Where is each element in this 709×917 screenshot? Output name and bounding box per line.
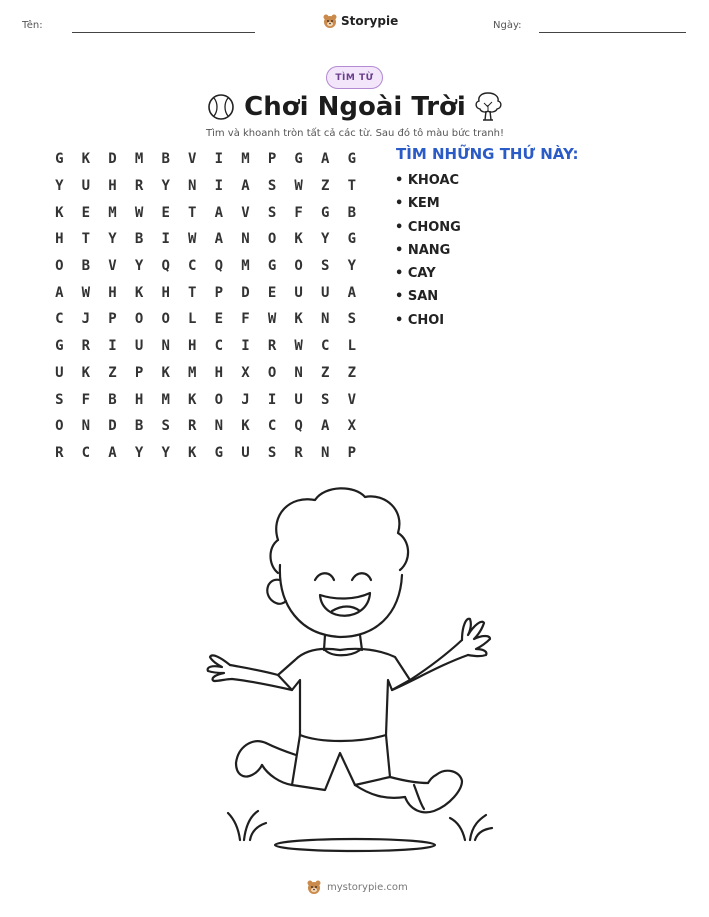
grid-letter[interactable]: S xyxy=(347,311,357,328)
grid-letter[interactable]: C xyxy=(267,418,277,435)
grid-letter[interactable]: O xyxy=(294,258,303,275)
grid-letter[interactable]: Z xyxy=(347,364,357,381)
grid-letter[interactable]: F xyxy=(241,311,250,328)
word-list-item: • NANG xyxy=(395,242,451,258)
word-list-item: • KHOAC xyxy=(395,173,460,188)
grid-letter[interactable]: P xyxy=(108,311,117,328)
grid-letter[interactable]: A xyxy=(214,204,224,221)
grid-letter[interactable]: Y xyxy=(134,258,144,275)
grid-letter[interactable]: W xyxy=(294,338,303,355)
grid-letter[interactable]: W xyxy=(294,178,303,195)
grid-letter[interactable]: K xyxy=(81,151,91,168)
grid-letter[interactable]: Y xyxy=(55,178,64,195)
grid-letter[interactable]: G xyxy=(294,151,303,168)
grid-letter[interactable]: A xyxy=(321,418,330,435)
grid-letter[interactable]: K xyxy=(55,204,64,221)
grid-letter[interactable]: O xyxy=(267,231,277,248)
grid-letter[interactable]: T xyxy=(188,204,197,221)
grid-letter[interactable]: I xyxy=(214,151,224,168)
grid-letter[interactable]: N xyxy=(321,444,330,461)
grid-letter[interactable]: I xyxy=(161,231,170,248)
word-list-item: • CHOI xyxy=(395,312,445,328)
grid-letter[interactable]: G xyxy=(347,231,357,248)
grid-letter[interactable]: K xyxy=(161,364,170,381)
grid-letter[interactable]: A xyxy=(108,444,117,461)
grid-letter[interactable]: N xyxy=(214,418,224,435)
grid-letter[interactable]: G xyxy=(321,204,330,221)
grid-letter[interactable]: C xyxy=(81,444,91,461)
grid-letter[interactable]: V xyxy=(241,204,250,221)
grid-letter[interactable]: N xyxy=(294,364,303,381)
coloring-illustration[interactable] xyxy=(200,485,510,855)
grid-letter[interactable]: W xyxy=(81,284,91,301)
grid-letter[interactable]: N xyxy=(321,311,330,328)
grid-letter[interactable]: S xyxy=(161,418,170,435)
grid-letter[interactable]: B xyxy=(108,391,117,408)
word-list-item: • SAN xyxy=(395,289,439,305)
grid-letter[interactable]: B xyxy=(81,258,91,275)
grid-letter[interactable]: O xyxy=(161,311,170,328)
grid-letter[interactable]: W xyxy=(134,204,144,221)
grid-letter[interactable]: O xyxy=(55,418,64,435)
grid-letter[interactable]: R xyxy=(188,418,197,435)
grid-letter[interactable]: D xyxy=(108,151,117,168)
grid-letter[interactable]: B xyxy=(161,151,170,168)
bear-logo-icon xyxy=(306,879,322,895)
grid-letter[interactable]: H xyxy=(161,284,170,301)
grid-letter[interactable]: E xyxy=(267,284,277,301)
bear-logo-icon xyxy=(322,13,338,29)
grid-letter[interactable]: A xyxy=(347,284,357,301)
grid-letter[interactable]: N xyxy=(188,178,197,195)
grid-letter[interactable]: L xyxy=(347,338,357,355)
grid-letter[interactable]: G xyxy=(214,444,224,461)
grid-letter[interactable]: Q xyxy=(214,258,224,275)
grid-letter[interactable]: U xyxy=(294,284,303,301)
grid-letter[interactable]: N xyxy=(81,418,91,435)
grid-letter[interactable]: Z xyxy=(321,178,330,195)
grid-letter[interactable]: H xyxy=(214,364,224,381)
grid-letter[interactable]: Y xyxy=(134,444,144,461)
word-list-item: • KEM xyxy=(395,196,440,212)
grid-letter[interactable]: I xyxy=(214,178,224,195)
name-field-line[interactable] xyxy=(72,32,255,33)
grid-letter[interactable]: T xyxy=(188,284,197,301)
grid-letter[interactable]: Y xyxy=(108,231,117,248)
grid-letter[interactable]: K xyxy=(134,284,144,301)
grid-letter[interactable]: I xyxy=(267,391,277,408)
grid-letter[interactable]: K xyxy=(188,444,197,461)
grid-letter[interactable]: K xyxy=(188,391,197,408)
grid-letter[interactable]: H xyxy=(188,338,197,355)
grid-letter[interactable]: D xyxy=(241,284,250,301)
grid-letter[interactable]: U xyxy=(241,444,250,461)
date-label: Ngày: xyxy=(493,20,522,31)
footer-url: mystorypie.com xyxy=(327,881,408,893)
grid-letter[interactable]: R xyxy=(81,338,91,355)
grid-letter[interactable]: O xyxy=(55,258,64,275)
grid-letter[interactable]: M xyxy=(241,151,250,168)
grid-letter[interactable]: C xyxy=(214,338,224,355)
grid-letter[interactable]: Q xyxy=(294,418,303,435)
grid-letter[interactable]: J xyxy=(241,391,250,408)
grid-letter[interactable]: S xyxy=(267,444,277,461)
word-list xyxy=(395,170,461,333)
grid-letter[interactable]: B xyxy=(347,204,357,221)
grid-letter[interactable]: T xyxy=(347,178,357,195)
grid-letter[interactable]: T xyxy=(81,231,91,248)
grid-letter[interactable]: P xyxy=(214,284,224,301)
grid-letter[interactable]: E xyxy=(161,204,170,221)
grid-letter[interactable]: P xyxy=(347,444,357,461)
grid-letter[interactable]: B xyxy=(134,418,144,435)
grid-letter[interactable]: G xyxy=(267,258,277,275)
brand-name: Storypie xyxy=(341,14,399,28)
grid-letter[interactable]: D xyxy=(108,418,117,435)
grid-letter[interactable]: I xyxy=(241,338,250,355)
grid-letter[interactable]: P xyxy=(267,151,277,168)
activity-badge: TÌM TỪ xyxy=(326,66,383,89)
footer xyxy=(306,879,408,895)
grid-letter[interactable]: Q xyxy=(161,258,170,275)
grid-letter[interactable]: R xyxy=(294,444,303,461)
grid-letter[interactable]: M xyxy=(134,151,144,168)
grid-letter[interactable]: M xyxy=(241,258,250,275)
grid-letter[interactable]: S xyxy=(55,391,64,408)
grid-letter[interactable]: L xyxy=(188,311,197,328)
grid-letter[interactable]: I xyxy=(108,338,117,355)
grid-letter[interactable]: N xyxy=(161,338,170,355)
grid-letter[interactable]: A xyxy=(241,178,250,195)
grid-letter[interactable]: U xyxy=(294,391,303,408)
grid-letter[interactable]: H xyxy=(108,178,117,195)
grid-letter[interactable]: V xyxy=(188,151,197,168)
tree-icon xyxy=(471,89,505,123)
grid-letter[interactable]: H xyxy=(55,231,64,248)
word-search-grid[interactable] xyxy=(46,146,365,466)
grid-letter[interactable]: Z xyxy=(108,364,117,381)
grid-letter[interactable]: X xyxy=(241,364,250,381)
grid-letter[interactable]: K xyxy=(241,418,250,435)
grid-letter[interactable]: E xyxy=(81,204,91,221)
grid-letter[interactable]: O xyxy=(214,391,224,408)
grid-letter[interactable]: A xyxy=(55,284,64,301)
grid-letter[interactable]: U xyxy=(55,364,64,381)
grid-letter[interactable]: Y xyxy=(161,444,170,461)
grid-letter[interactable]: G xyxy=(55,338,64,355)
grid-letter[interactable]: W xyxy=(267,311,277,328)
grid-letter[interactable]: O xyxy=(267,364,277,381)
grid-letter[interactable]: C xyxy=(188,258,197,275)
grid-letter[interactable]: M xyxy=(108,204,117,221)
grid-letter[interactable]: N xyxy=(241,231,250,248)
grid-letter[interactable]: R xyxy=(267,338,277,355)
grid-letter[interactable]: Z xyxy=(321,364,330,381)
grid-letter[interactable]: K xyxy=(294,311,303,328)
grid-letter[interactable]: S xyxy=(267,204,277,221)
grid-letter[interactable]: H xyxy=(134,391,144,408)
grid-letter[interactable]: F xyxy=(81,391,91,408)
grid-letter[interactable]: V xyxy=(108,258,117,275)
grid-letter[interactable]: U xyxy=(81,178,91,195)
brand-logo xyxy=(322,13,398,29)
grid-letter[interactable]: X xyxy=(347,418,357,435)
instructions: Tìm và khoanh tròn tất cả các từ. Sau đó tô màu bức tranh! xyxy=(205,128,505,139)
name-label: Tên: xyxy=(22,20,43,31)
grid-letter[interactable]: H xyxy=(108,284,117,301)
grid-letter[interactable]: Y xyxy=(347,258,357,275)
grid-letter[interactable]: M xyxy=(161,391,170,408)
grid-letter[interactable]: O xyxy=(134,311,144,328)
grid-letter[interactable]: R xyxy=(134,178,144,195)
grid-letter[interactable]: Y xyxy=(161,178,170,195)
date-field-line[interactable] xyxy=(539,32,686,33)
grid-letter[interactable]: U xyxy=(321,284,330,301)
grid-letter[interactable]: P xyxy=(134,364,144,381)
grid-letter[interactable]: W xyxy=(188,231,197,248)
word-list-title: TÌM NHỮNG THỨ NÀY: xyxy=(396,145,579,163)
grid-letter[interactable]: U xyxy=(134,338,144,355)
grid-letter[interactable]: C xyxy=(321,338,330,355)
word-list-item: • CHONG xyxy=(395,219,461,235)
grid-letter[interactable]: G xyxy=(347,151,357,168)
grid-letter[interactable]: G xyxy=(55,151,64,168)
grid-letter[interactable]: J xyxy=(81,311,91,328)
grid-letter[interactable]: K xyxy=(294,231,303,248)
grid-letter[interactable]: Y xyxy=(321,231,330,248)
grid-letter[interactable]: F xyxy=(294,204,303,221)
grid-letter[interactable]: K xyxy=(81,364,91,381)
grid-letter[interactable]: S xyxy=(321,258,330,275)
grid-letter[interactable]: B xyxy=(134,231,144,248)
grid-letter[interactable]: V xyxy=(347,391,357,408)
page-title: Chơi Ngoài Trời xyxy=(244,92,466,122)
grid-letter[interactable]: C xyxy=(55,311,64,328)
grid-letter[interactable]: A xyxy=(214,231,224,248)
grid-letter[interactable]: R xyxy=(55,444,64,461)
grid-letter[interactable]: S xyxy=(321,391,330,408)
grid-letter[interactable]: M xyxy=(188,364,197,381)
word-list-item: • CAY xyxy=(395,266,436,282)
grid-letter[interactable]: S xyxy=(267,178,277,195)
grid-letter[interactable]: E xyxy=(214,311,224,328)
grid-letter[interactable]: A xyxy=(321,151,330,168)
